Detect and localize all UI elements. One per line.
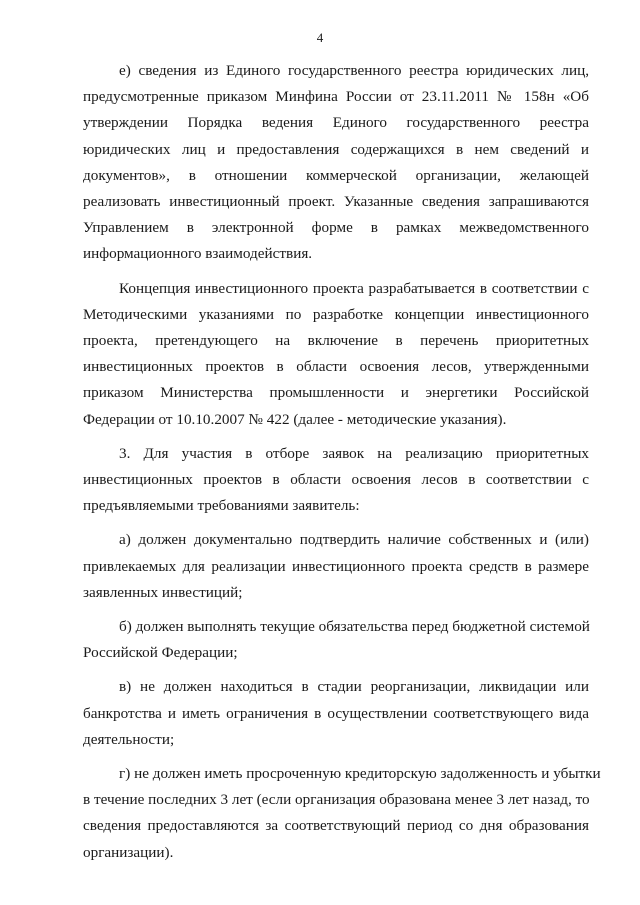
text-line: приказом Министерства промышленности и энергетики Российской [83,384,589,402]
text-line: г) не должен иметь просроченную кредиторскую задолженность и убытки [119,765,601,783]
text-line: банкротства и иметь ограничения в осуществлении соответствующего вида [83,704,589,722]
text-line: Российской Федерации; [83,644,238,662]
text-line: инвестиционных проектов в области освоения лесов в соответствии с [83,471,589,489]
text-line: реализовать инвестиционный проект. Указанные сведения запрашиваются [83,193,589,211]
text-line: организации). [83,843,174,861]
paragraph-item-a [83,527,589,606]
paragraph-concept [83,276,589,433]
text-line: деятельности; [83,730,175,748]
text-line: предъявляемыми требованиями заявитель: [83,497,360,515]
text-line: проекта, претендующего на включение в перечень приоритетных [83,332,589,350]
text-line: Федерации от 10.10.2007 № 422 (далее - методические указания). [83,410,507,428]
text-line: сведения предоставляются за соответствующий период со дня образования [83,817,589,835]
text-line: информационного взаимодействия. [83,245,313,263]
text-line: Управлением в электронной форме в рамках межведомственного [83,219,589,237]
text-line: инвестиционных проектов в области освоения лесов, утвержденными [83,358,589,376]
text-line: Методическими указаниями по разработке концепции инвестиционного [83,305,589,323]
text-line: б) должен выполнять текущие обязательства перед бюджетной системой [119,618,590,636]
text-line: е) сведения из Единого государственного реестра юридических лиц, [119,62,589,79]
text-line: заявленных инвестиций; [83,583,243,601]
paragraph-item-e [83,58,589,268]
text-line: а) должен документально подтвердить наличие собственных и (или) [119,531,589,549]
text-line: в течение последних 3 лет (если организация образована менее 3 лет назад, то [83,791,590,809]
text-line: утверждении Порядка ведения Единого государственного реестра [83,114,589,132]
paragraph-section-3 [83,441,589,520]
page-number: 4 [316,30,324,45]
text-line: предусмотренные приказом Минфина России от 23.11.2011 № 158н «Об [83,88,589,106]
paragraph-item-g [83,761,601,866]
text-line: Концепция инвестиционного проекта разрабатывается в соответствии с [119,279,589,297]
text-line: в) не должен находиться в стадии реорганизации, ликвидации или [119,678,589,696]
paragraph-item-b [83,614,589,666]
text-line: 3. Для участия в отборе заявок на реализацию приоритетных [119,444,589,462]
document-body [83,58,601,874]
text-line: документов», в отношении коммерческой организации, желающей [83,166,589,184]
paragraph-item-v [83,674,589,753]
text-line: юридических лиц и предоставления содержащихся в нем сведений и [83,140,589,158]
text-line: привлекаемых для реализации инвестиционного проекта средств в размере [83,557,589,575]
